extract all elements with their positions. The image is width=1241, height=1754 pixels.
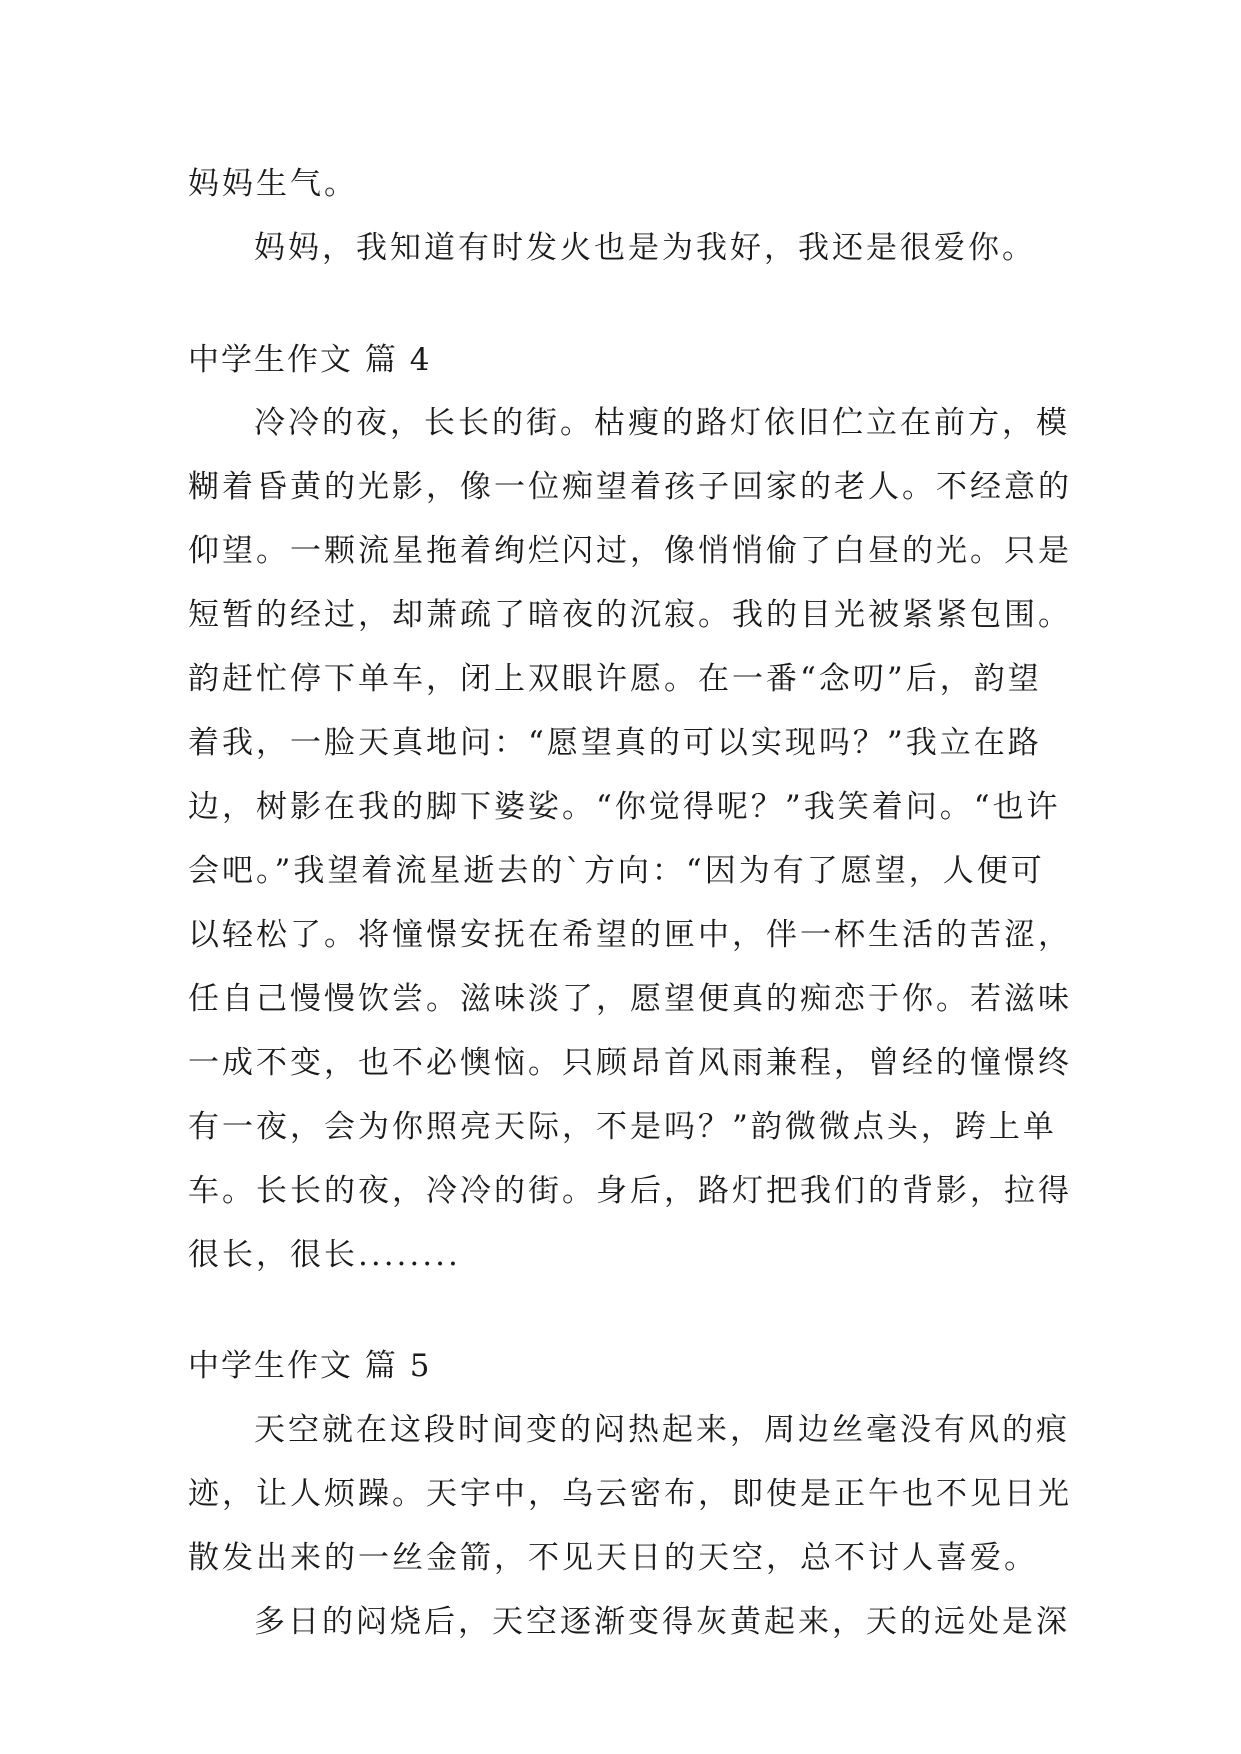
text-line: 冷冷的夜，长长的街。枯瘦的路灯依旧伫立在前方，模: [254, 405, 1070, 441]
text-line: 仰望。一颗流星拖着绚烂闪过，像悄悄偷了白昼的光。只是: [188, 533, 1072, 569]
text-line: 会吧。”我望着流星逝去的`方向：“因为有了愿望，人便可: [188, 853, 1045, 889]
text-line: 短暂的经过，却萧疏了暗夜的沉寂。我的目光被紧紧包围。: [188, 597, 1072, 633]
text-line: 妈妈，我知道有时发火也是为我好，我还是很爱你。: [254, 230, 1036, 266]
text-line: 有一夜，会为你照亮天际，不是吗？”韵微微点头，跨上单: [188, 1109, 1057, 1145]
text-line: 很长，很长........: [188, 1237, 461, 1273]
text-line: 车。长长的夜，冷冷的街。身后，路灯把我们的背影，拉得: [188, 1173, 1072, 1209]
text-line: 以轻松了。将憧憬安抚在希望的匣中，伴一杯生活的苦涩，: [188, 917, 1072, 953]
text-line: 天空就在这段时间变的闷热起来，周边丝毫没有风的痕: [254, 1412, 1070, 1448]
text-line: 边，树影在我的脚下婆娑。“你觉得呢？”我笑着问。“也许: [188, 789, 1061, 825]
text-line: 多日的闷烧后，天空逐渐变得灰黄起来，天的远处是深: [254, 1604, 1070, 1640]
text-line: 任自己慢慢饮尝。滋味淡了，愿望便真的痴恋于你。若滋味: [188, 981, 1072, 1017]
text-line: 一成不变，也不必懊恼。只顾昂首风雨兼程，曾经的憧憬终: [188, 1045, 1072, 1081]
text-line: 妈妈生气。: [188, 166, 358, 202]
text-line: 散发出来的一丝金箭，不见天日的天空，总不讨人喜爱。: [188, 1540, 1038, 1576]
text-line: 韵赶忙停下单车，闭上双眼许愿。在一番“念叨”后，韵望: [188, 661, 1042, 697]
section-heading: 中学生作文 篇 4: [188, 342, 432, 378]
text-line: 迹，让人烦躁。天宇中，乌云密布，即使是正午也不见日光: [188, 1476, 1072, 1512]
section-heading: 中学生作文 篇 5: [188, 1348, 432, 1384]
text-line: 着我，一脸天真地问：“愿望真的可以实现吗？”我立在路: [188, 725, 1042, 761]
text-line: 糊着昏黄的光影，像一位痴望着孩子回家的老人。不经意的: [188, 469, 1072, 505]
